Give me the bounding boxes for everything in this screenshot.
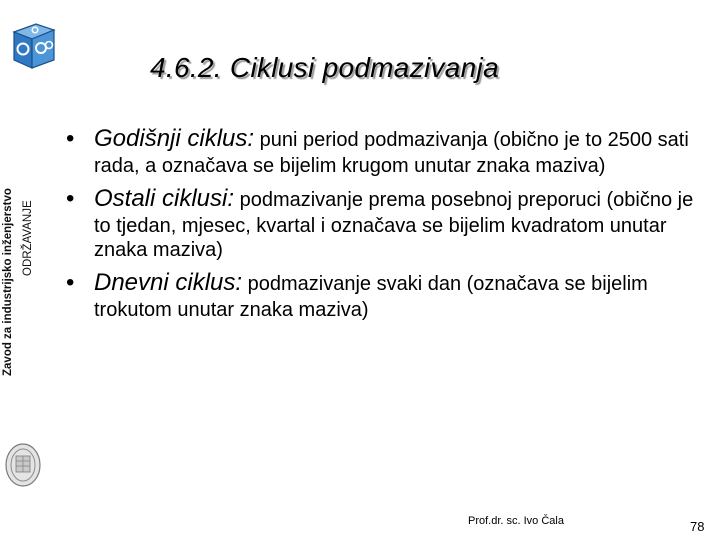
bullet-dot-icon: •: [66, 269, 75, 296]
bullet-dot-icon: •: [66, 125, 75, 152]
bullet-item-other-cycles: [64, 184, 704, 262]
bullet-text: podmazivanje svaki dan (označava se bijelim trokutom unutar znaka maziva): [94, 273, 648, 321]
bullet-list: [64, 124, 704, 328]
bullet-term: Godišnji ciklus:: [94, 125, 255, 152]
blue-cube-logo-icon: [8, 20, 58, 72]
bullet-dot-icon: •: [66, 185, 75, 212]
footer-author: Prof.dr. sc. Ivo Čala: [468, 515, 564, 527]
bullet-term: Dnevni ciklus:: [94, 269, 243, 296]
page-number: 78: [690, 519, 705, 534]
department-name: ODRŽAVANJE: [22, 200, 34, 276]
slide-title: 4.6.2. Ciklusi podmazivanja: [150, 52, 499, 83]
bullet-text: puni period podmazivanja (obično je to 2500 sati rada, a označava se bijelim krugom unutar znaka maziva): [94, 129, 689, 177]
bullet-item-annual-cycle: [64, 124, 704, 178]
bullet-item-daily-cycle: [64, 268, 704, 322]
bullet-text: podmazivanje prema posebnoj preporuci (obično je to tjedan, mjesec, kvartal i označava se bijelim kvadratom unutar znaka maziva): [94, 189, 694, 261]
bullet-term: Ostali ciklusi:: [94, 185, 235, 212]
university-seal-icon: [4, 442, 42, 488]
institute-name: Zavod za industrijsko inženjerstvo: [2, 188, 14, 376]
side-label-group: [0, 110, 50, 380]
